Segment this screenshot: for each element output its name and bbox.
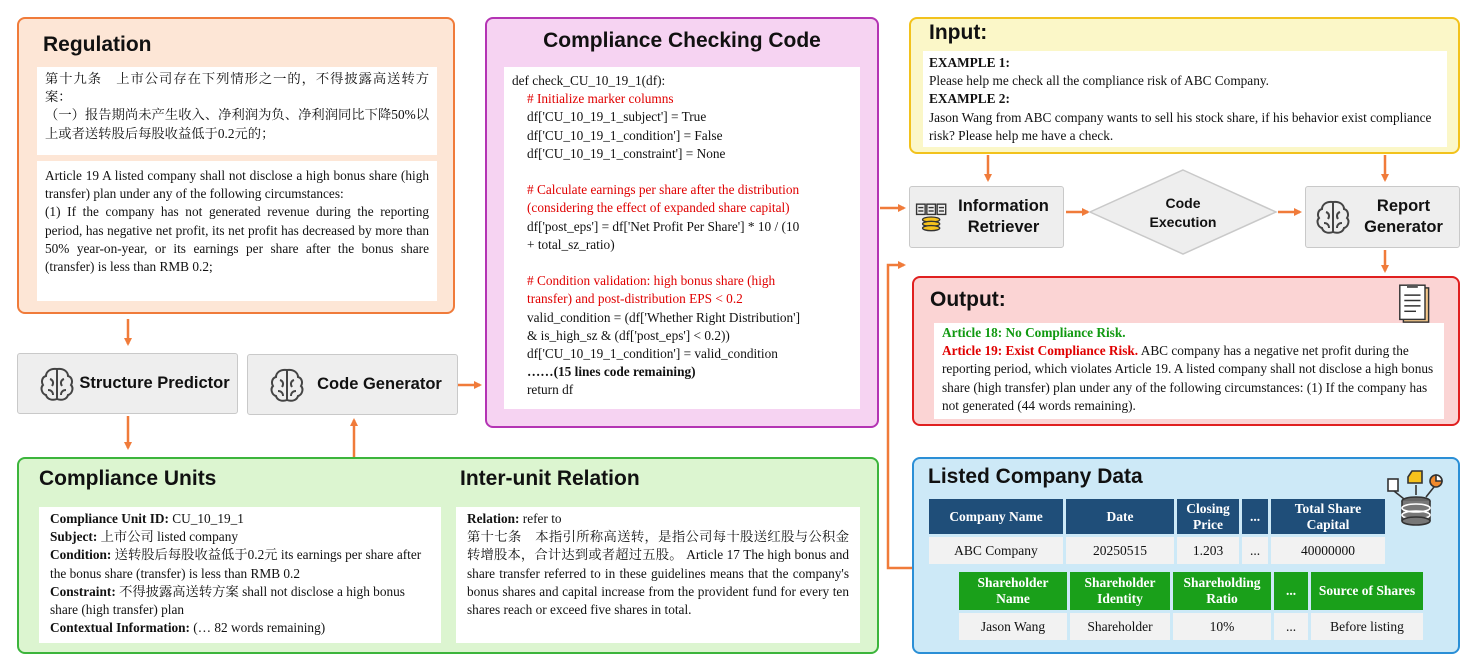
table2-header-ellipsis: ... xyxy=(1274,572,1308,610)
compliance-units-title: Compliance Units xyxy=(39,467,217,490)
compliance-unit-box xyxy=(39,507,441,643)
regulation-title: Regulation xyxy=(43,33,152,56)
code-line: + total_sz_ratio) xyxy=(527,236,615,252)
code-generator-label: Code Generator xyxy=(317,375,442,393)
inter-unit-relation-title: Inter-unit Relation xyxy=(460,467,640,490)
regulation-zh-line1: 第十九条 上市公司存在下列情形之一的，不得披露高送转方案： xyxy=(45,71,429,105)
example2-text: Jason Wang from ABC company wants to sell his stock share, if his behavior exist compliance risk? Please help me have a check. xyxy=(929,109,1432,143)
relation-zh-text: 第十七条 本指引所称高送转，是指公司每十股送红股与公积金转增股本，合计达到或者超过五股。 xyxy=(467,529,849,563)
article18-result: Article 18: No Compliance Risk. xyxy=(942,325,1126,340)
table1-header-company: Company Name xyxy=(929,499,1063,534)
code-line: df['CU_10_19_1_subject'] = True xyxy=(527,109,707,125)
code-line: df['CU_10_19_1_condition'] = valid_condition xyxy=(527,346,778,362)
code-line: & is_high_sz & (df['post_eps'] < 0.2)) xyxy=(527,327,730,343)
table2-cell-identity: Shareholder xyxy=(1070,613,1170,640)
code-panel xyxy=(485,17,879,428)
database-coins-icon xyxy=(914,196,950,238)
code-line: valid_condition = (df['Whether Right Distribution'] xyxy=(527,309,801,325)
contextual-info-value: (… 82 words remaining) xyxy=(189,620,326,636)
structure-predictor-label: Structure Predictor xyxy=(79,374,230,392)
shareholder-table xyxy=(956,569,1426,643)
regulation-zh-line2: （一）报告期尚未产生收入、净利润为负、净利润同比下降50%以上或者送转股后每股收益低于0.2元的； xyxy=(45,107,429,141)
report-generator-module xyxy=(1305,186,1460,248)
table1-header-date: Date xyxy=(1066,499,1174,534)
article19-result: Article 19: Exist Compliance Risk. xyxy=(942,343,1139,359)
input-panel xyxy=(909,17,1460,154)
output-box xyxy=(934,323,1444,419)
table2-header-identity: Shareholder Identity xyxy=(1070,572,1170,610)
table2-cell-ratio: 10% xyxy=(1173,613,1271,640)
table1-cell-ellipsis: ... xyxy=(1242,537,1268,564)
code-line: ……(15 lines code remaining) xyxy=(527,364,696,380)
code-line: return df xyxy=(527,382,574,398)
relation-value: refer to xyxy=(519,511,562,526)
table1-cell-capital: 40000000 xyxy=(1271,537,1385,564)
output-panel xyxy=(912,276,1460,426)
regulation-chinese-text xyxy=(37,67,437,155)
table2-header-ratio: Shareholding Ratio xyxy=(1173,572,1271,610)
regulation-english-text xyxy=(37,161,437,301)
input-title: Input: xyxy=(929,21,988,44)
report-generator-label: Report Generator xyxy=(1364,197,1443,236)
table2-cell-ellipsis: ... xyxy=(1274,613,1308,640)
code-execution-label: Code Execution xyxy=(1149,195,1217,230)
code-line: df['CU_10_19_1_condition'] = False xyxy=(527,127,723,143)
code-box xyxy=(504,67,860,409)
code-line xyxy=(512,163,852,181)
database-charts-icon xyxy=(1386,467,1446,529)
code-line: df['CU_10_19_1_constraint'] = None xyxy=(527,145,726,161)
example1-label: EXAMPLE 1: xyxy=(929,55,1010,70)
code-line: (considering the effect of expanded share capital) xyxy=(527,200,790,216)
article19-explanation: ABC company has a negative net profit during the reporting period, which violates Article 19. A listed company shall not disclose a high bonus share (high transfer) plan under any of the following circumstances: (1) If the company has not generated (44 words remaining). xyxy=(942,343,1434,413)
contextual-info-label: Contextual Information: xyxy=(50,620,190,636)
code-lines xyxy=(512,72,852,400)
compliance-units-panel xyxy=(17,457,879,654)
table2-header-source: Source of Shares xyxy=(1311,572,1423,610)
table1-header-ellipsis: ... xyxy=(1242,499,1268,534)
code-line: # Calculate earnings per share after the distribution xyxy=(527,182,800,198)
unit-id-label: Compliance Unit ID: xyxy=(50,511,169,526)
example1-text: Please help me check all the compliance risk of ABC Company. xyxy=(929,73,1269,89)
code-line xyxy=(512,254,852,272)
regulation-en-line1: Article 19 A listed company shall not disclose a high bonus share (high transfer) plan under any of the following circumstances: xyxy=(45,168,429,202)
listed-company-panel xyxy=(912,457,1460,654)
output-title: Output: xyxy=(930,288,1006,311)
table1-header-capital: Total Share Capital xyxy=(1271,499,1385,534)
code-line: df['post_eps'] = df['Net Profit Per Share'] * 10 / (10 xyxy=(527,218,800,234)
unit-id-value: CU_10_19_1 xyxy=(168,511,244,526)
table2-cell-source: Before listing xyxy=(1311,613,1423,640)
relation-label: Relation: xyxy=(467,511,520,526)
information-retriever-module xyxy=(909,186,1064,248)
table1-header-price: Closing Price xyxy=(1177,499,1239,534)
relation-en-text: Article 17 The high bonus and share transfer referred to in these guidelines means that the company's bonus shares and capital increase from the provident fund for every ten shares reach or exceed five shares in total. xyxy=(467,547,850,618)
regulation-en-line2: (1) If the company has not generated revenue during the reporting period, has negative net profit, its net profit has decreased by more than 50% year-on-year, or its earnings per share after the bonus share (transfer) is less than RMB 0.2; xyxy=(45,204,429,275)
input-box xyxy=(923,51,1447,147)
relation-box xyxy=(456,507,860,643)
brain-icon xyxy=(266,364,308,406)
code-line: # Condition validation: high bonus share (high xyxy=(527,273,776,289)
table1-cell-date: 20250515 xyxy=(1066,537,1174,564)
code-title: Compliance Checking Code xyxy=(543,29,821,52)
code-line: # Initialize marker columns xyxy=(527,91,674,107)
example2-label: EXAMPLE 2: xyxy=(929,91,1010,107)
brain-icon xyxy=(1312,196,1354,238)
constraint-label: Constraint: xyxy=(50,583,116,599)
information-retriever-label: Information Retriever xyxy=(958,197,1049,236)
subject-label: Subject: xyxy=(50,529,98,545)
structure-predictor-module xyxy=(17,353,238,414)
table2-cell-name: Jason Wang xyxy=(959,613,1067,640)
brain-icon xyxy=(36,363,78,405)
arrow-data-to-retriever xyxy=(888,265,912,568)
table1-cell-company: ABC Company xyxy=(929,537,1063,564)
subject-value: 上市公司 listed company xyxy=(97,529,238,545)
code-generator-module xyxy=(247,354,458,415)
company-table xyxy=(926,496,1388,567)
constraint-value: 不得披露高送转方案 shall not disclose a high bonus share (high transfer) plan xyxy=(50,583,405,618)
code-line: def check_CU_10_19_1(df): xyxy=(512,73,666,88)
condition-value: 送转股后每股收益低于0.2元 its earnings per share after the bonus share (transfer) is less than RMB 0.2 xyxy=(50,547,422,581)
condition-label: Condition: xyxy=(50,547,112,563)
regulation-panel xyxy=(17,17,455,314)
code-line: transfer) and post-distribution EPS < 0.2 xyxy=(527,291,743,307)
listed-company-title: Listed Company Data xyxy=(928,465,1143,488)
document-icon xyxy=(1398,284,1434,326)
table1-cell-price: 1.203 xyxy=(1177,537,1239,564)
table2-header-name: Shareholder Name xyxy=(959,572,1067,610)
